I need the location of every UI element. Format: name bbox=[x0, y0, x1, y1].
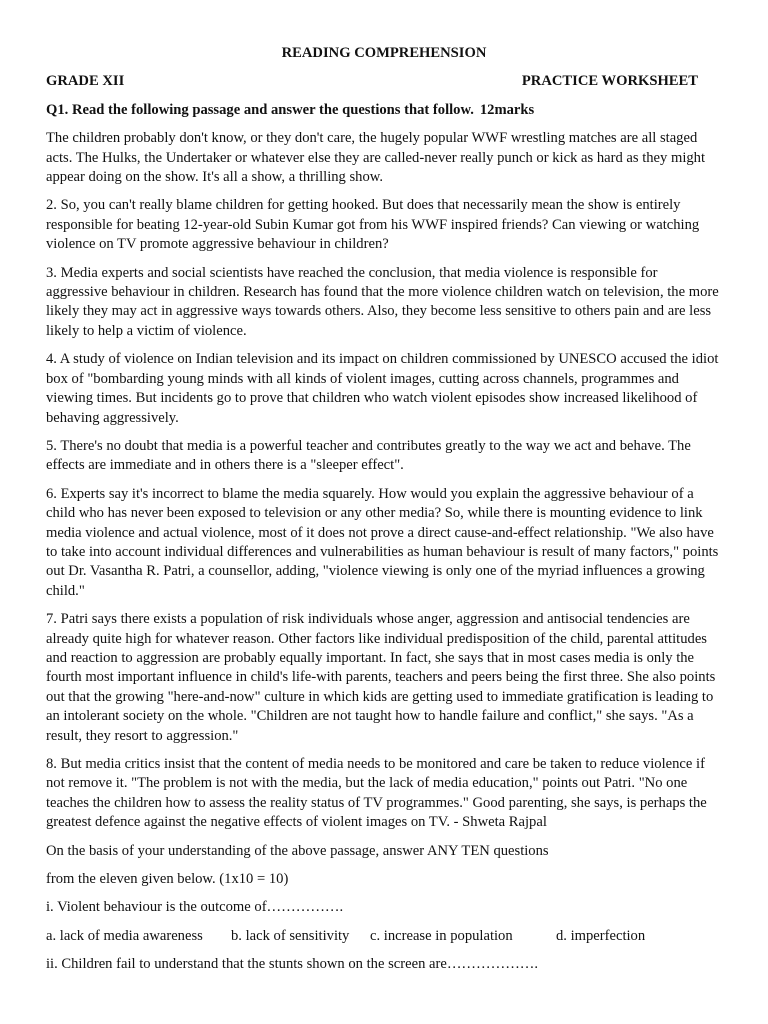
passage-paragraph-2: 2. So, you can't really blame children for getting hooked. But does that necessarily mean the show is entirely responsible for beating 12-year-old Subin Kumar got from his WWF inspired friends? Can viewing or watching violence on TV promote aggressive behaviour in children? bbox=[46, 197, 700, 253]
passage-paragraph-1: The children probably don't know, or they don't care, the hugely popular WWF wrestling matches are all staged acts. The Hulks, the Undertaker or whatever else they are called-never really punch or kick as hard as they might appear doing on the show. It's all a show, a thrilling show. bbox=[46, 130, 706, 186]
question-1-instruction: Q1. Read the following passage and answer the questions that follow. bbox=[46, 101, 474, 118]
header-row bbox=[46, 72, 722, 91]
passage-paragraph-8: 8. But media critics insist that the content of media needs to be monitored and care be taken to reduce violence if not remove it. "The problem is not with the media, but the lack of media education," points out Patri. "No one teaches the children how to assess the reality status of TV programmes." Good parenting, she says, is perhaps the greatest defence against the negative effects of violent images on TV. - Shweta Rajpal bbox=[46, 756, 707, 831]
passage-paragraph-4: 4. A study of violence on Indian television and its impact on children commissioned by UNESCO accused the idiot box of "bombarding young minds with all kinds of violent images, cutting across channels, programmes and viewing times. But incidents go to prove that children who watch violent episodes show increased likelihood of behaving aggressively. bbox=[46, 351, 719, 426]
option-a: a. lack of media awareness bbox=[46, 927, 203, 944]
question-ii-text: ii. Children fail to understand that the stunts shown on the screen are………………. bbox=[46, 956, 539, 973]
passage-paragraph-7: 7. Patri says there exists a population of risk individuals whose anger, aggression and antisocial tendencies are already quite high for whatever reason. Other factors like individual predisposition of the child, parental attitudes and reaction to aggression are probably equally important. In fact, she says that in most cases media is only the fourth most important influence in child's life-with parents, teachers and peers being the first three. She also points out that the growing "here-and-now" culture in which kids are getting used to immediate gratification is leading to an intolerant society on the whole. "Children are not taught how to handle failure and conflict," she says. "As a result, they resort to aggression." bbox=[46, 611, 716, 744]
question-i-options bbox=[46, 927, 722, 946]
option-b: b. lack of sensitivity bbox=[231, 927, 350, 944]
question-1-heading bbox=[46, 101, 722, 120]
instruction-line-2: from the eleven given below. (1x10 = 10) bbox=[46, 871, 289, 888]
question-1-marks: 12marks bbox=[479, 101, 535, 118]
grade-label: GRADE XII bbox=[46, 73, 125, 90]
instruction-line-1: On the basis of your understanding of the above passage, answer ANY TEN questions bbox=[46, 842, 549, 859]
page-title: READING COMPREHENSION bbox=[281, 45, 487, 61]
passage-paragraph-5: 5. There's no doubt that media is a powerful teacher and contributes greatly to the way we act and behave. The effects are immediate and in others there is a "sleeper effect". bbox=[46, 437, 691, 474]
passage-paragraph-3: 3. Media experts and social scientists have reached the conclusion, that media violence is responsible for aggressive behaviour in children. Research has found that the more violence children watch on television, the more likely they may act in aggressive ways towards others. Also, they become less sensitive to others pain and are less likely to help a victim of violence. bbox=[46, 264, 719, 339]
worksheet-label: PRACTICE WORKSHEET bbox=[521, 73, 698, 90]
option-d: d. imperfection bbox=[556, 927, 646, 944]
option-c: c. increase in population bbox=[370, 927, 513, 944]
passage-paragraph-6: 6. Experts say it's incorrect to blame the media squarely. How would you explain the aggressive behaviour of a child who has never been exposed to television or any other media? So, while there is mounting evidence to link media violence and actual violence, most of it does not prove a direct cause-and-effect relationship. "We also have to take into account individual differences and vulnerabilities as human behaviour is result of many factors," points out Dr. Vasantha R. Patri, a counsellor, adding, "violence viewing is only one of the myriad influences a growing child." bbox=[46, 485, 719, 599]
question-i-text: i. Violent behaviour is the outcome of……………. bbox=[46, 899, 344, 916]
